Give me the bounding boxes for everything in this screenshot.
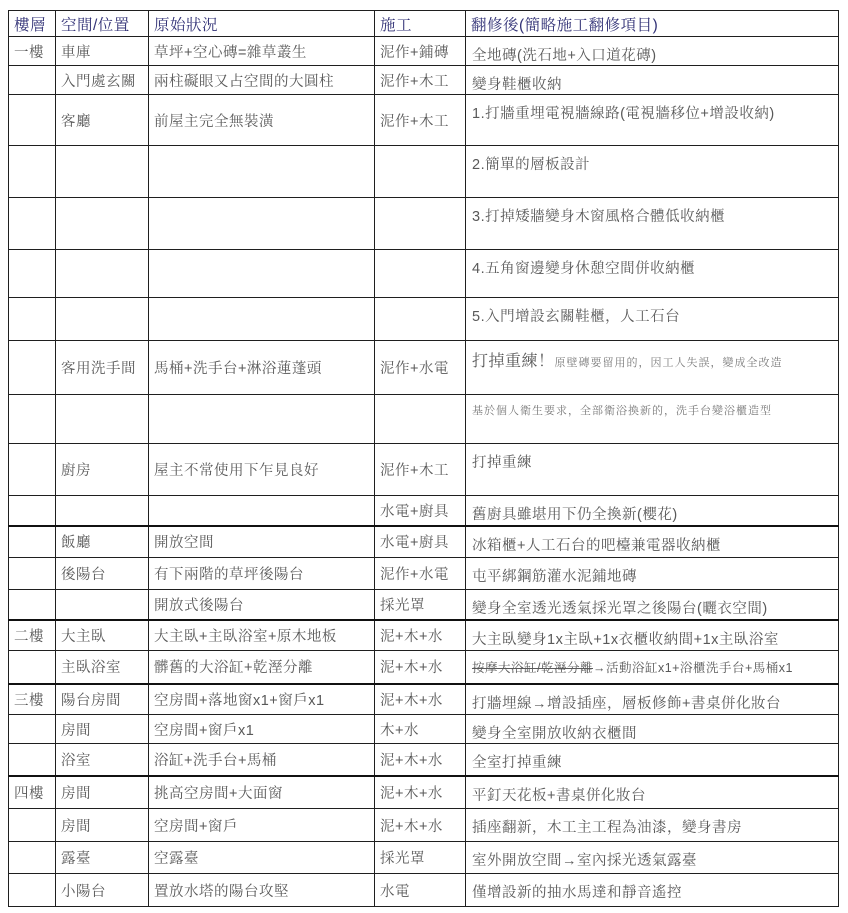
space-cell (56, 590, 149, 620)
after-cell: 平釘天花板+書桌併化妝台 (466, 776, 839, 809)
original-cell: 大主臥+主臥浴室+原木地板 (149, 620, 375, 651)
floor-cell: 一樓 (9, 37, 56, 66)
original-cell: 屋主不常使用下乍見良好 (149, 444, 375, 496)
space-cell (56, 250, 149, 298)
table-row (9, 298, 839, 341)
space-cell: 浴室 (56, 744, 149, 776)
table-row (9, 250, 839, 298)
table-row (9, 395, 839, 444)
after-cell: 冰箱櫃+人工石台的吧檯兼電器收納櫃 (466, 526, 839, 558)
space-cell (56, 198, 149, 250)
floor-cell (9, 66, 56, 95)
original-cell: 有下兩階的草坪後陽台 (149, 558, 375, 590)
after-cell: 變身全室開放收納衣櫃間 (466, 715, 839, 744)
floor-cell (9, 526, 56, 558)
work-cell: 泥+木+水 (375, 620, 466, 651)
after-cell (466, 341, 839, 395)
original-cell: 挑高空房間+大面窗 (149, 776, 375, 809)
original-cell: 草坪+空心磚=雜草叢生 (149, 37, 375, 66)
floor-cell (9, 842, 56, 874)
work-cell: 泥作+鋪磚 (375, 37, 466, 66)
table-row (9, 715, 839, 744)
after-text-segment: 按摩大浴缸/乾溼分離 (472, 661, 593, 675)
col-header-after: 翻修後(簡略施工翻修項目) (466, 11, 839, 37)
work-cell: 水電+廚具 (375, 526, 466, 558)
table-row (9, 651, 839, 684)
space-cell: 房間 (56, 776, 149, 809)
original-cell: 浴缸+洗手台+馬桶 (149, 744, 375, 776)
floor-cell (9, 341, 56, 395)
work-cell (375, 298, 466, 341)
col-header-work: 施工 (375, 11, 466, 37)
work-cell: 泥+木+水 (375, 744, 466, 776)
after-cell: 4.五角窗邊變身休憩空間併收納櫃 (466, 250, 839, 298)
col-header-space: 空間/位置 (56, 11, 149, 37)
floor-cell (9, 198, 56, 250)
original-cell: 馬桶+洗手台+淋浴蓮蓬頭 (149, 341, 375, 395)
original-cell: 空房間+窗戶x1 (149, 715, 375, 744)
space-cell: 陽台房間 (56, 684, 149, 715)
work-cell (375, 146, 466, 198)
floor-cell (9, 809, 56, 842)
original-cell (149, 298, 375, 341)
table-row (9, 444, 839, 496)
floor-cell: 三樓 (9, 684, 56, 715)
after-cell: 全室打掉重練 (466, 744, 839, 776)
space-cell: 車庫 (56, 37, 149, 66)
work-cell: 泥作+木工 (375, 66, 466, 95)
work-cell: 泥作+木工 (375, 444, 466, 496)
table-row (9, 744, 839, 776)
space-cell: 客廳 (56, 95, 149, 146)
floor-cell (9, 444, 56, 496)
floor-cell (9, 744, 56, 776)
space-cell: 廚房 (56, 444, 149, 496)
floor-cell (9, 590, 56, 620)
space-cell: 客用洗手間 (56, 341, 149, 395)
after-cell: 全地磚(洗石地+入口道花磚) (466, 37, 839, 66)
table-row (9, 146, 839, 198)
space-cell (56, 298, 149, 341)
table-row (9, 684, 839, 715)
table-row (9, 341, 839, 395)
original-cell: 髒舊的大浴缸+乾溼分離 (149, 651, 375, 684)
original-cell: 前屋主完全無裝潢 (149, 95, 375, 146)
after-cell: 3.打掉矮牆變身木窗風格合體低收納櫃 (466, 198, 839, 250)
work-cell (375, 395, 466, 444)
renovation-table (8, 10, 839, 907)
table-body (9, 37, 839, 907)
after-cell: 5.入門增設玄關鞋櫃，人工石台 (466, 298, 839, 341)
work-cell: 泥+木+水 (375, 776, 466, 809)
table-row (9, 558, 839, 590)
after-text-segment: 基於個人衛生要求，全部衛浴換新的，洗手台變浴櫃造型 (472, 405, 772, 417)
space-cell: 露臺 (56, 842, 149, 874)
after-cell: 打牆埋線→增設插座，層板修飾+書桌併化妝台 (466, 684, 839, 715)
work-cell (375, 250, 466, 298)
work-cell: 木+水 (375, 715, 466, 744)
after-cell: 大主臥變身1x主臥+1x衣櫃收納間+1x主臥浴室 (466, 620, 839, 651)
work-cell: 泥作+水電 (375, 341, 466, 395)
floor-cell (9, 298, 56, 341)
table-row (9, 590, 839, 620)
original-cell: 開放式後陽台 (149, 590, 375, 620)
floor-cell (9, 250, 56, 298)
floor-cell (9, 558, 56, 590)
work-cell: 泥+木+水 (375, 809, 466, 842)
space-cell: 房間 (56, 715, 149, 744)
original-cell: 開放空間 (149, 526, 375, 558)
table-row (9, 809, 839, 842)
after-text-segment: →活動浴缸x1+浴櫃洗手台+馬桶x1 (592, 661, 793, 675)
space-cell: 小陽台 (56, 874, 149, 907)
work-cell (375, 198, 466, 250)
table-row (9, 620, 839, 651)
after-cell: 變身全室透光透氣採光罩之後陽台(曬衣空間) (466, 590, 839, 620)
after-cell: 插座翻新，木工主工程為油漆，變身書房 (466, 809, 839, 842)
space-cell: 入門處玄關 (56, 66, 149, 95)
original-cell: 置放水塔的陽台攻堅 (149, 874, 375, 907)
work-cell: 水電+廚具 (375, 496, 466, 526)
work-cell: 泥+木+水 (375, 651, 466, 684)
space-cell: 主臥浴室 (56, 651, 149, 684)
original-cell (149, 395, 375, 444)
work-cell: 採光罩 (375, 590, 466, 620)
floor-cell: 二樓 (9, 620, 56, 651)
floor-cell (9, 496, 56, 526)
table-row (9, 37, 839, 66)
work-cell: 採光罩 (375, 842, 466, 874)
table-row (9, 526, 839, 558)
table-row (9, 198, 839, 250)
after-cell: 屯平綁鋼筋灌水泥鋪地磚 (466, 558, 839, 590)
after-cell: 打掉重練 (466, 444, 839, 496)
space-cell: 房間 (56, 809, 149, 842)
floor-cell (9, 874, 56, 907)
table-row (9, 95, 839, 146)
work-cell: 泥作+水電 (375, 558, 466, 590)
original-cell (149, 250, 375, 298)
original-cell (149, 146, 375, 198)
space-cell: 大主臥 (56, 620, 149, 651)
space-cell (56, 395, 149, 444)
table-row (9, 776, 839, 809)
floor-cell (9, 715, 56, 744)
floor-cell (9, 95, 56, 146)
after-cell (466, 395, 839, 444)
space-cell: 後陽台 (56, 558, 149, 590)
after-cell: 2.簡單的層板設計 (466, 146, 839, 198)
col-header-original: 原始狀況 (149, 11, 375, 37)
after-cell (466, 651, 839, 684)
after-cell: 舊廚具雖堪用下仍全換新(櫻花) (466, 496, 839, 526)
original-cell: 空房間+窗戶 (149, 809, 375, 842)
after-cell: 變身鞋櫃收納 (466, 66, 839, 95)
floor-cell (9, 146, 56, 198)
col-header-floor: 樓層 (9, 11, 56, 37)
table-row (9, 874, 839, 907)
space-cell: 飯廳 (56, 526, 149, 558)
after-cell: 1.打牆重埋電視牆線路(電視牆移位+增設收納) (466, 95, 839, 146)
original-cell (149, 496, 375, 526)
floor-cell (9, 651, 56, 684)
after-text-segment: 打掉重練！ (472, 353, 555, 370)
space-cell (56, 146, 149, 198)
floor-cell (9, 395, 56, 444)
floor-cell: 四樓 (9, 776, 56, 809)
after-cell: 室外開放空間→室內採光透氣露臺 (466, 842, 839, 874)
original-cell: 空房間+落地窗x1+窗戶x1 (149, 684, 375, 715)
original-cell: 兩柱礙眼又占空間的大圓柱 (149, 66, 375, 95)
after-cell: 僅增設新的抽水馬達和靜音遙控 (466, 874, 839, 907)
space-cell (56, 496, 149, 526)
table-row (9, 842, 839, 874)
original-cell: 空露臺 (149, 842, 375, 874)
after-text-segment: 原壁磚要留用的，因工人失誤，變成全改造 (554, 357, 783, 369)
table-row (9, 66, 839, 95)
table-row (9, 496, 839, 526)
work-cell: 泥+木+水 (375, 684, 466, 715)
header-row (9, 11, 839, 37)
original-cell (149, 198, 375, 250)
work-cell: 泥作+木工 (375, 95, 466, 146)
work-cell: 水電 (375, 874, 466, 907)
